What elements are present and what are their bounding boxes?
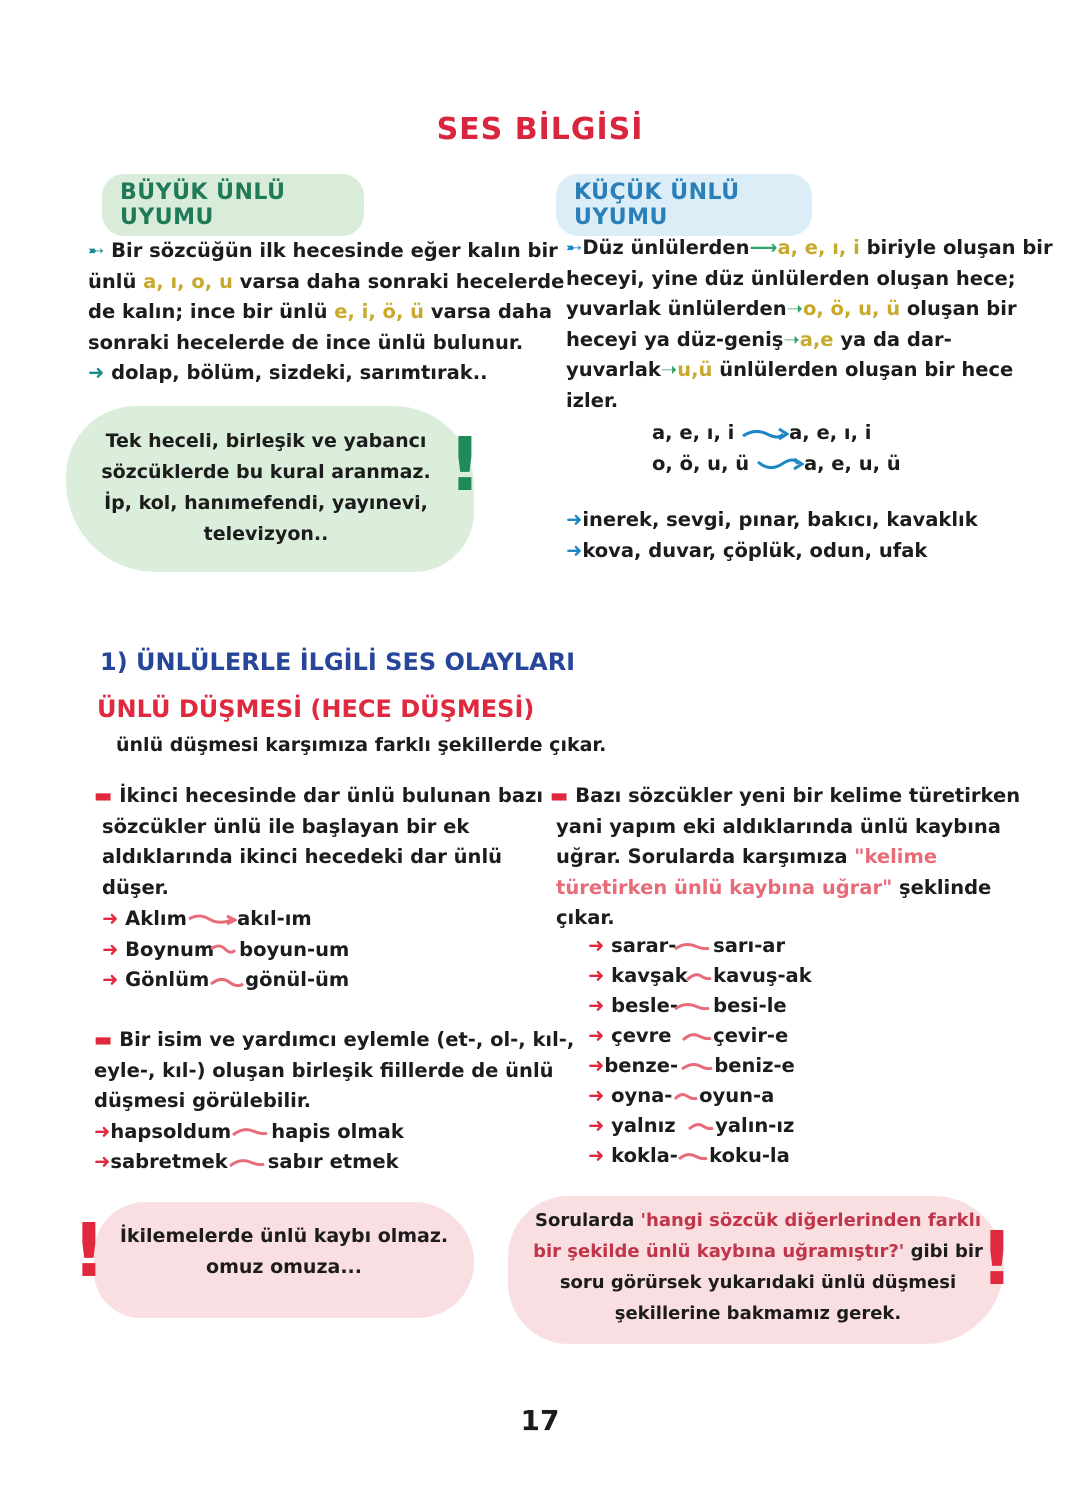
- rule-line: düşer.: [102, 875, 169, 899]
- wavy-arrow-icon: [228, 1156, 268, 1170]
- example-words: dolap, bölüm, sizdeki, sarımtırak..: [111, 361, 488, 384]
- note-line: omuz omuza...: [206, 1256, 362, 1278]
- example-to: kavuş-ak: [713, 964, 812, 987]
- arrow-icon: ➜: [588, 1084, 605, 1107]
- wavy-arrow-icon: [231, 1125, 271, 1139]
- example-words: kova, duvar, çöplük, odun, ufak: [582, 538, 928, 562]
- kucuk-unlu-rule: [566, 233, 1053, 416]
- rule-line: heceyi, yine düz ünlülerden oluşan hece;: [566, 266, 1016, 290]
- kucuk-unlu-uyumu-heading: KÜÇÜK ÜNLÜ UYUMU: [556, 174, 812, 236]
- curved-arrow-icon: [756, 456, 804, 472]
- example-row: [588, 931, 888, 961]
- rule-line: Düz ünlülerden: [582, 236, 750, 259]
- bullet-icon: ▬: [94, 1028, 113, 1051]
- rule-line: ünlülerden oluşan bir hece: [712, 358, 1014, 381]
- arrow-icon: ➜: [588, 934, 605, 957]
- wavy-arrow-icon: [187, 913, 237, 927]
- example-words: inerek, sevgi, pınar, bakıcı, kavaklık: [582, 508, 978, 531]
- example-from: çevre: [611, 1024, 672, 1047]
- right-rule-examples: [588, 931, 888, 1171]
- example-row: [588, 1051, 888, 1081]
- wavy-arrow-icon: [673, 1090, 699, 1104]
- round-vowels: o, ö, u, ü: [802, 297, 901, 320]
- quoted-phrase: türetirken ünlü kaybına uğrar": [556, 875, 893, 899]
- rule-line: yuvarlak: [566, 358, 661, 381]
- section-heading: 1) ÜNLÜLERLE İLGİLİ SES OLAYLARI: [100, 648, 576, 676]
- arrow-icon: ➜: [588, 1024, 605, 1047]
- rule-line: sonraki hecelerde de ince ünlü bulunur.: [88, 330, 524, 354]
- example-from: kavşak: [611, 964, 688, 987]
- example-to: çevir-e: [713, 1024, 789, 1047]
- narrow-round-vowels: u,ü: [677, 358, 713, 381]
- note-line: Tek heceli, birleşik ve yabancı: [105, 430, 427, 452]
- left-rule: [94, 781, 544, 903]
- example-row: [588, 1141, 888, 1171]
- note-line: soru görürsek yukarıdaki ünlü düşmesi: [559, 1272, 957, 1293]
- arrow-icon: ➜: [588, 1144, 605, 1167]
- wavy-arrow-icon: [680, 1060, 714, 1074]
- note-line: İkilemelerde ünlü kaybı olmaz.: [119, 1225, 449, 1247]
- rule-line: ya da dar-: [833, 327, 952, 351]
- example-from: Aklım: [125, 907, 187, 930]
- example-to: boyun-um: [239, 937, 350, 961]
- example-row: [588, 1081, 888, 1111]
- example-from: besle-: [611, 994, 678, 1017]
- vowel-mapping: [652, 418, 912, 479]
- flat-wide-vowels: a,e: [799, 327, 834, 351]
- page-number: 17: [520, 1404, 560, 1437]
- rule-line: Bazı sözcükler yeni bir kelime türetirken: [575, 784, 1021, 807]
- example-row: [588, 991, 888, 1021]
- example-row: [102, 935, 522, 966]
- rule-line: izler.: [566, 388, 619, 412]
- example-row: [588, 1021, 888, 1051]
- pink-note-right: [508, 1196, 1004, 1344]
- map-right: a, e, u, ü: [803, 451, 901, 475]
- rule-line: ünlü: [88, 269, 144, 293]
- example-from: oyna-: [611, 1084, 673, 1107]
- rule-line: yuvarlak ünlülerden: [566, 297, 787, 320]
- example-row: [102, 965, 522, 996]
- note-line: İp, kol, hanımefendi, yayınevi,: [104, 492, 428, 514]
- page-title: SES BİLGİSİ: [436, 112, 644, 147]
- arrow-icon: ➜: [102, 937, 119, 961]
- buyuk-unlu-rule: [88, 236, 565, 389]
- arrow-icon: ➜: [566, 508, 583, 531]
- exclamation-icon: !: [448, 422, 482, 508]
- section-intro: ünlü düşmesi karşımıza farklı şekillerde çıkar.: [116, 734, 607, 756]
- pink-note-left: [94, 1202, 474, 1318]
- thick-vowels: a, ı, o, u: [143, 269, 233, 293]
- exclamation-icon: !: [980, 1216, 1014, 1302]
- arrow-icon: ➜: [102, 907, 119, 930]
- question-phrase: bir şekilde ünlü kaybına uğramıştır?': [533, 1241, 905, 1262]
- note-line: televizyon..: [203, 523, 329, 545]
- rule-line: aldıklarında ikinci hecedeki dar ünlü: [102, 845, 503, 868]
- map-right: a, e, ı, i: [789, 421, 872, 444]
- bullet-icon: ▬: [550, 784, 569, 807]
- example-from: benze-: [604, 1054, 679, 1077]
- example-from: sarar-: [611, 934, 677, 957]
- example-from: yalnız: [611, 1114, 676, 1137]
- left-rule-examples: [102, 904, 522, 996]
- example-to: beniz-e: [714, 1054, 795, 1077]
- example-from: Gönlüm: [125, 968, 210, 991]
- rule-line: Bir isim ve yardımcı eylemle (et-, ol-, kıl-,: [119, 1028, 575, 1051]
- arrow-icon: ⟶: [749, 236, 778, 259]
- left-rule-2: [94, 1025, 575, 1178]
- green-note: [66, 406, 474, 572]
- wavy-arrow-icon: [677, 1150, 709, 1164]
- right-rule: [550, 781, 1021, 934]
- rule-line: şeklinde: [892, 875, 992, 899]
- map-left: a, e, ı, i: [652, 421, 735, 444]
- rule-line: sözcükler ünlü ile başlayan bir ek: [102, 814, 470, 838]
- map-left: o, ö, u, ü: [652, 451, 750, 475]
- arrow-icon: ➜: [94, 1150, 111, 1173]
- note-line: gibi bir: [904, 1241, 983, 1262]
- example-to: oyun-a: [699, 1084, 775, 1107]
- question-phrase: 'hangi sözcük diğerlerinden farklı: [640, 1210, 981, 1231]
- example-to: sabır etmek: [267, 1150, 399, 1173]
- note-line: Sorularda: [534, 1210, 641, 1231]
- example-from: kokla-: [611, 1144, 678, 1167]
- arrow-icon: ➝: [660, 358, 678, 381]
- bullet-icon: ➸: [88, 239, 105, 262]
- rule-line: varsa daha: [424, 300, 553, 323]
- arrow-icon: ➜: [94, 1119, 111, 1143]
- rule-line: düşmesi görülebilir.: [94, 1089, 312, 1112]
- rule-line: de kalın; ince bir ünlü: [88, 300, 335, 323]
- wavy-arrow-icon: [673, 1000, 713, 1014]
- note-line: sözcüklerde bu kural aranmaz.: [101, 461, 431, 483]
- rule-line: varsa daha sonraki hecelerde: [232, 269, 565, 293]
- example-row: [94, 1147, 544, 1178]
- kucuk-examples: [566, 505, 1026, 566]
- rule-line: eyle-, kıl-) oluşan birleşik fiillerde de ünlü: [94, 1058, 554, 1082]
- example-row: [94, 1117, 544, 1148]
- wavy-arrow-icon: [209, 974, 245, 988]
- rule-line: Bir sözcüğün ilk hecesinde eğer kalın bir: [111, 239, 558, 262]
- example-to: hapis olmak: [271, 1119, 404, 1143]
- buyuk-unlu-uyumu-heading: BÜYÜK ÜNLÜ UYUMU: [102, 174, 364, 236]
- wavy-arrow-icon: [687, 1120, 715, 1134]
- example-row: [588, 961, 888, 991]
- bullet-icon: ▬: [94, 784, 113, 807]
- thin-vowels: e, i, ö, ü: [334, 300, 425, 323]
- arrow-icon: ➜: [588, 1054, 605, 1077]
- curved-arrow-icon: [741, 426, 789, 442]
- example-from: Boynum: [125, 937, 215, 961]
- note-line: şekillerine bakmamız gerek.: [614, 1303, 902, 1324]
- example-to: gönül-üm: [245, 968, 350, 991]
- arrow-icon: ➝: [786, 297, 803, 320]
- example-from: sabretmek: [110, 1150, 228, 1173]
- example-to: koku-la: [709, 1144, 790, 1167]
- arrow-icon: ➜: [588, 994, 605, 1017]
- rule-line: biriyle oluşan bir: [859, 236, 1053, 259]
- flat-vowels: a, e, ı, i: [777, 236, 860, 259]
- example-row: [588, 1111, 888, 1141]
- wavy-arrow-icon: [681, 1030, 713, 1044]
- rule-line: çıkar.: [556, 906, 615, 929]
- quoted-phrase: "kelime: [854, 845, 938, 868]
- arrow-icon: ➝: [783, 327, 800, 351]
- rule-line: yani yapım eki aldıklarında ünlü kaybına: [556, 814, 1001, 838]
- example-row: [102, 904, 522, 935]
- arrow-icon: ➜: [102, 968, 119, 991]
- rule-line: uğrar. Sorularda karşımıza: [556, 845, 855, 868]
- exclamation-icon: !: [72, 1208, 106, 1294]
- wavy-arrow-icon: [685, 970, 713, 984]
- arrow-icon: ➜: [88, 361, 105, 384]
- rule-line: heceyi ya düz-geniş: [566, 327, 784, 351]
- example-to: besi-le: [713, 994, 787, 1017]
- section-subheading: ÜNLÜ DÜŞMESİ (HECE DÜŞMESİ): [97, 695, 535, 723]
- arrow-icon: ➜: [566, 538, 583, 562]
- example-to: akıl-ım: [237, 907, 312, 930]
- example-to: sarı-ar: [713, 934, 786, 957]
- bullet-icon: ➸: [566, 236, 583, 259]
- rule-line: İkinci hecesinde dar ünlü bulunan bazı: [119, 784, 544, 807]
- rule-line: oluşan bir: [900, 297, 1017, 320]
- example-from: hapsoldum: [110, 1119, 232, 1143]
- arrow-icon: ➜: [588, 964, 605, 987]
- example-to: yalın-ız: [715, 1114, 795, 1137]
- wavy-arrow-icon: [673, 940, 713, 954]
- arrow-icon: ➜: [588, 1114, 605, 1137]
- wavy-arrow-icon: [209, 943, 239, 957]
